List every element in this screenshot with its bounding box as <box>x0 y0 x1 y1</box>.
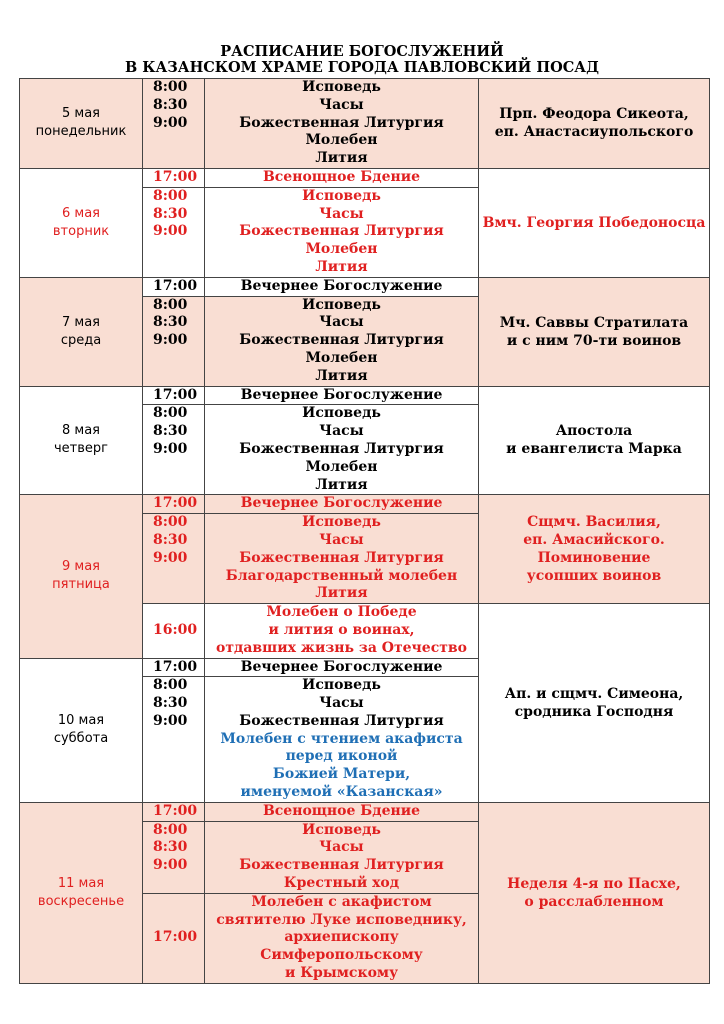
service-item: Исповедь <box>302 187 381 204</box>
time-value: 8:30 <box>153 531 188 548</box>
service-item: Часы <box>319 96 364 113</box>
service-cell <box>205 296 479 386</box>
time-value: 8:00 <box>153 677 188 694</box>
evening-service: Всенощное Бдение <box>205 802 479 821</box>
service-item: Часы <box>319 423 364 440</box>
day-cell <box>20 79 143 169</box>
service-item: Исповедь <box>302 79 381 95</box>
day-cell <box>20 277 143 386</box>
page-subtitle: В КАЗАНСКОМ ХРАМЕ ГОРОДА ПАВЛОВСКИЙ ПОСАД <box>125 59 599 76</box>
day-date: 7 мая <box>62 314 100 330</box>
saint-line: еп. Анастасиупольского <box>494 124 694 141</box>
saint-line: сродника Господня <box>514 703 674 720</box>
saint-line: Ап. и сщмч. Симеона, <box>504 685 684 702</box>
service-item: Симферопольскому <box>260 947 423 964</box>
time-value: 8:00 <box>153 405 188 422</box>
time-value: 9:00 <box>153 712 188 729</box>
saint-line: о расслабленном <box>524 893 664 910</box>
service-item: и Крымскому <box>284 965 399 982</box>
service-item: Лития <box>315 258 368 275</box>
evening-service: Вечернее Богослужение <box>205 386 479 405</box>
time-value: 8:00 <box>153 296 188 313</box>
service-item: Крестный ход <box>283 875 400 892</box>
time-value: 8:30 <box>153 96 188 113</box>
time-cell <box>143 187 205 277</box>
day-date: 10 мая <box>57 713 105 729</box>
day-weekday: пятница <box>52 577 110 593</box>
evening-service: Вечернее Богослужение <box>205 277 479 296</box>
time-cell <box>143 514 205 604</box>
saint-line: Прп. Феодора Сикеота, <box>499 106 689 123</box>
time-value: 9:00 <box>153 223 188 240</box>
service-item: Исповедь <box>302 405 381 422</box>
service-item: Божественная Литургия <box>239 440 444 457</box>
service-item: Божественная Литургия <box>239 712 444 729</box>
saint-line: Вмч. Георгия Победоносца <box>482 214 706 231</box>
service-item: и лития о воинах, <box>268 621 415 638</box>
evening-time: 17:00 <box>143 495 205 514</box>
time-value: 8:00 <box>153 514 188 531</box>
service-item: Лития <box>315 476 368 493</box>
saint-line: Неделя 4-я по Пасхе, <box>507 875 681 892</box>
saint-line: усопших воинов <box>526 568 662 585</box>
time-cell <box>143 79 205 169</box>
evening-row <box>20 495 710 514</box>
extra-service-cell <box>205 893 479 983</box>
service-item: архиепископу <box>284 929 399 946</box>
service-item: Часы <box>319 531 364 548</box>
service-item: Лития <box>315 367 368 384</box>
time-value: 8:30 <box>153 423 188 440</box>
service-item: отдавших жизнь за Отечество <box>216 639 467 656</box>
evening-time: 17:00 <box>143 168 205 187</box>
saint-line: Апостола <box>555 423 633 440</box>
time-cell <box>143 677 205 803</box>
saint-cell <box>479 168 710 277</box>
service-item: Молебен с акафистом <box>251 893 432 910</box>
day-weekday: вторник <box>52 223 110 239</box>
saint-cell <box>479 802 710 983</box>
service-item: Благодарственный молебен <box>225 567 458 584</box>
service-cell <box>205 677 479 803</box>
time-cell <box>143 821 205 893</box>
time-value: 9:00 <box>153 440 188 457</box>
day-weekday: среда <box>60 332 102 348</box>
saint-line: Сщмч. Василия, <box>527 514 661 531</box>
day-date: 8 мая <box>62 423 100 439</box>
day-cell <box>20 802 143 983</box>
evening-service: Вечернее Богослужение <box>205 495 479 514</box>
time-cell <box>143 405 205 495</box>
time-value: 8:00 <box>153 79 188 95</box>
service-item: Исповедь <box>302 677 381 694</box>
time-value: 8:30 <box>153 695 188 712</box>
day-cell <box>20 386 143 495</box>
service-item: Божественная Литургия <box>239 114 444 131</box>
evening-row <box>20 386 710 405</box>
extra-time: 17:00 <box>143 893 205 983</box>
evening-row <box>20 168 710 187</box>
saint-line: Поминовение <box>537 550 651 567</box>
extra-service-cell <box>205 604 479 658</box>
day-weekday: воскресенье <box>37 893 125 909</box>
time-cell <box>143 296 205 386</box>
service-item: Часы <box>319 695 364 712</box>
day-date: 11 мая <box>57 875 105 891</box>
service-item: Божественная Литургия <box>239 332 444 349</box>
service-item: Часы <box>319 205 364 222</box>
extra-time: 16:00 <box>143 604 205 658</box>
service-cell <box>205 514 479 604</box>
service-item: перед иконой <box>285 748 398 765</box>
day-cell <box>20 658 143 802</box>
saint-cell <box>479 79 710 169</box>
service-item: Молебен <box>305 458 378 475</box>
saint-cell <box>479 604 710 803</box>
saint-cell <box>479 495 710 604</box>
service-item: Молебен <box>305 241 378 258</box>
service-item: Божественная Литургия <box>239 857 444 874</box>
service-item: Лития <box>315 585 368 602</box>
time-value: 9:00 <box>153 549 188 566</box>
day-row <box>20 79 710 169</box>
day-weekday: четверг <box>54 441 108 457</box>
service-item: Молебен о Победе <box>266 604 417 621</box>
service-item: Исповедь <box>302 821 381 838</box>
service-item: Исповедь <box>302 296 381 313</box>
evening-time: 17:00 <box>143 277 205 296</box>
service-item: Молебен <box>305 349 378 366</box>
time-value: 9:00 <box>153 114 188 131</box>
service-item: Часы <box>319 314 364 331</box>
service-cell <box>205 821 479 893</box>
service-cell <box>205 405 479 495</box>
service-item: Божественная Литургия <box>239 223 444 240</box>
day-weekday: суббота <box>53 731 109 747</box>
saint-cell <box>479 386 710 495</box>
service-item: Молебен <box>305 132 378 149</box>
service-item: Исповедь <box>302 514 381 531</box>
service-item: Божией Матери, <box>272 766 411 783</box>
evening-time: 17:00 <box>143 386 205 405</box>
time-value: 8:00 <box>153 821 188 838</box>
time-value: 8:30 <box>153 205 188 222</box>
day-date: 9 мая <box>62 559 100 575</box>
service-item: именуемой «Казанская» <box>240 784 443 801</box>
page-title: РАСПИСАНИЕ БОГОСЛУЖЕНИЙ <box>220 43 504 60</box>
day-weekday: понедельник <box>35 124 127 140</box>
evening-service: Всенощное Бдение <box>205 168 479 187</box>
day-cell <box>20 168 143 277</box>
service-cell <box>205 79 479 169</box>
service-cell <box>205 187 479 277</box>
evening-time: 17:00 <box>143 802 205 821</box>
time-value: 8:00 <box>153 187 188 204</box>
service-item: Часы <box>319 839 364 856</box>
saint-cell <box>479 277 710 386</box>
service-item: Божественная Литургия <box>239 549 444 566</box>
service-item: Молебен с чтением акафиста <box>220 730 463 747</box>
time-value: 9:00 <box>153 332 188 349</box>
day-date: 5 мая <box>62 106 100 122</box>
time-value: 9:00 <box>153 857 188 874</box>
schedule-table <box>19 78 710 984</box>
evening-row <box>20 277 710 296</box>
day-date: 6 мая <box>62 205 100 221</box>
saint-line: и с ним 70-ти воинов <box>506 332 682 349</box>
saint-line: Мч. Саввы Стратилата <box>499 314 689 331</box>
evening-time: 17:00 <box>143 658 205 677</box>
time-value: 8:30 <box>153 314 188 331</box>
saint-line: и евангелиста Марка <box>506 441 682 458</box>
day-cell <box>20 495 143 658</box>
time-value: 8:30 <box>153 839 188 856</box>
service-item: святителю Луке исповеднику, <box>216 911 467 928</box>
saint-line: еп. Амасийского. <box>523 532 665 549</box>
evening-row <box>20 802 710 821</box>
service-item: Лития <box>315 150 368 167</box>
evening-service: Вечернее Богослужение <box>205 658 479 677</box>
